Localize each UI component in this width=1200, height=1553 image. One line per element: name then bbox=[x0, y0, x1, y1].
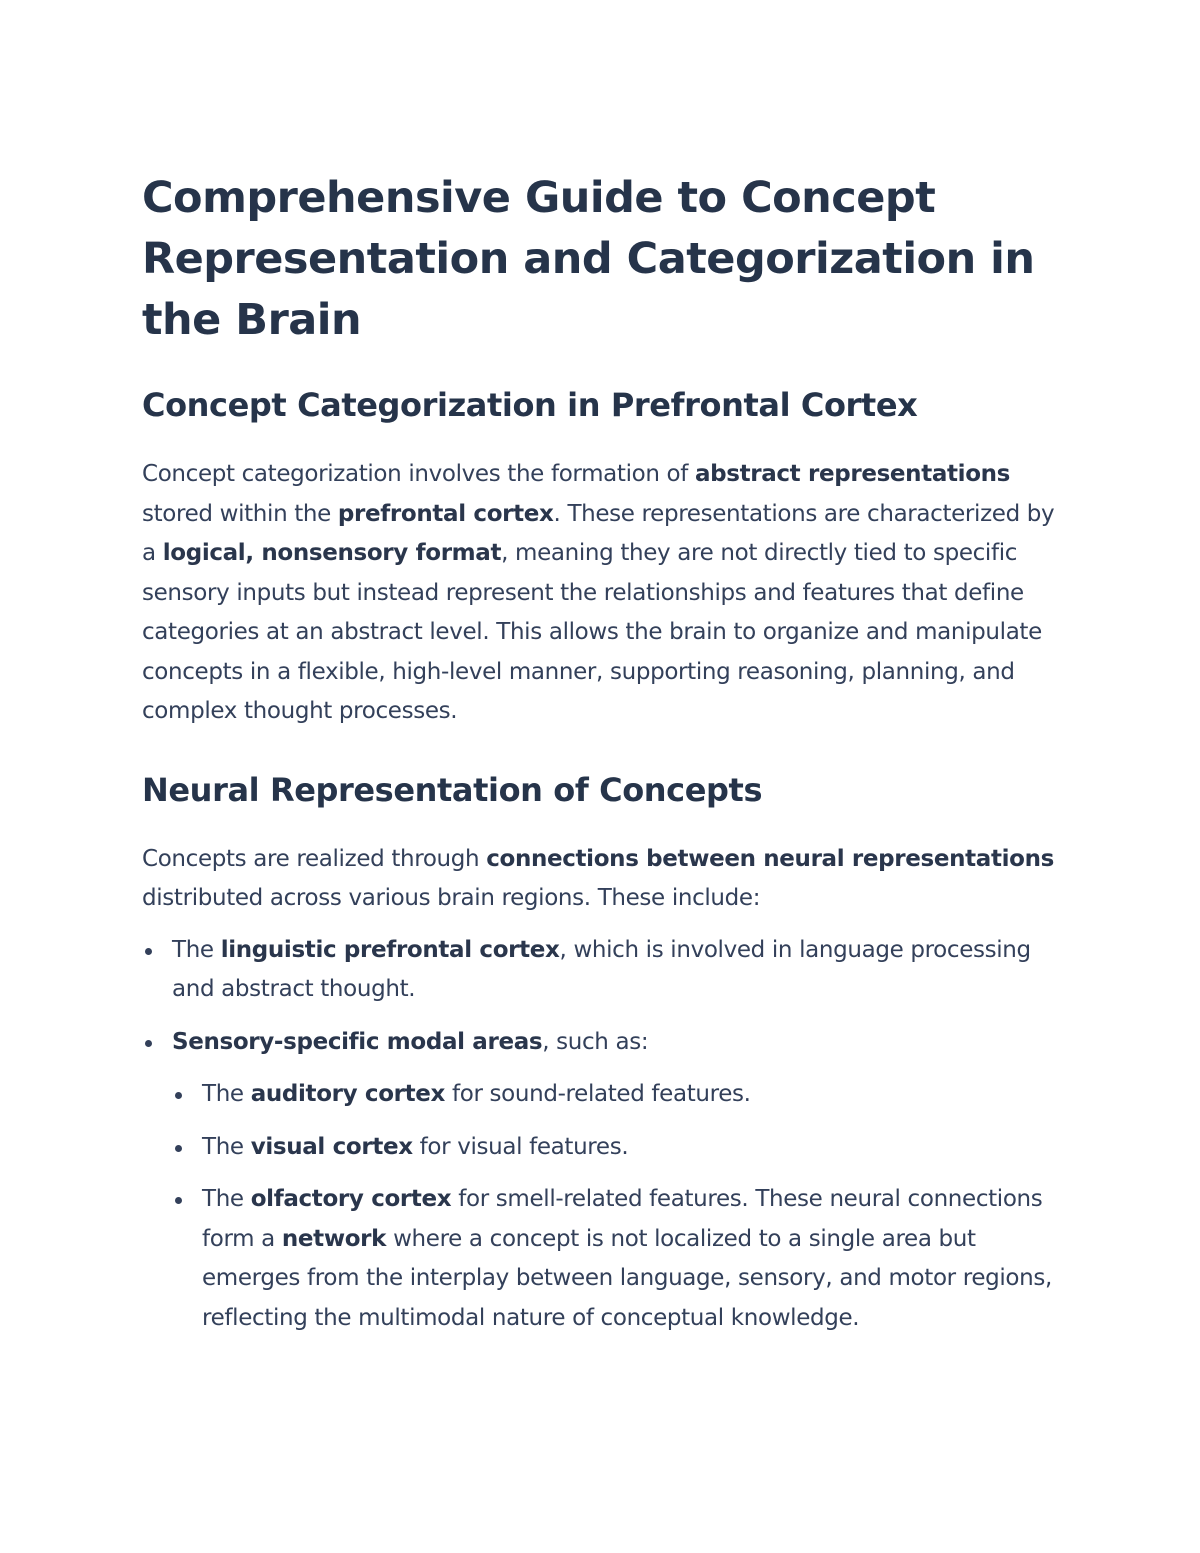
bold-term-prefrontal-cortex: prefrontal cortex bbox=[337, 500, 554, 527]
neural-representation-paragraph bbox=[142, 840, 1072, 919]
text-run: stored within the bbox=[142, 500, 338, 527]
text-run: The bbox=[202, 1133, 251, 1160]
bullet-icon bbox=[175, 1145, 182, 1152]
text-run: distributed across various brain regions. These include: bbox=[142, 885, 761, 911]
bold-term-sensory-specific-areas: Sensory-specific modal areas bbox=[172, 1028, 543, 1055]
text-run: , meaning they are not directly tied to specific sensory inputs but instead represent the relationships and features that define categories at an abstract level. This allows the brain to organize and manipulate concepts in a flexible, high-level manner, supporting reasoning, planning, and complex thought processes. bbox=[142, 540, 1042, 724]
bold-term-network: network bbox=[281, 1225, 387, 1252]
sensory-areas-sublist bbox=[172, 1075, 1072, 1338]
text-run: The bbox=[172, 936, 221, 963]
bold-term-olfactory-cortex: olfactory cortex bbox=[250, 1186, 452, 1212]
section-heading-categorization: Concept Categorization in Prefrontal Cortex bbox=[142, 386, 918, 424]
text-run: . These representations are characterized by a bbox=[142, 500, 1055, 566]
text-run: for visual features. bbox=[412, 1133, 629, 1160]
bullet-icon bbox=[175, 1092, 182, 1099]
bullet-icon bbox=[145, 1040, 152, 1047]
sublist-item bbox=[172, 1075, 1072, 1115]
document-page bbox=[142, 168, 1072, 1351]
text-run: where a concept is not localized to a single area but emerges from the interplay between language, sensory, and motor regions, reflecting the multimodal nature of conceptual knowledge. bbox=[202, 1225, 1052, 1331]
text-run: The bbox=[202, 1081, 251, 1107]
text-run: Concepts are realized through bbox=[142, 845, 487, 872]
text-run: , such as: bbox=[542, 1028, 649, 1055]
text-run: for smell-related features. These neural connections form a bbox=[202, 1186, 1043, 1252]
sublist-item bbox=[172, 1128, 1072, 1168]
text-run: The bbox=[202, 1186, 251, 1212]
bullet-icon bbox=[145, 948, 152, 955]
bold-term-auditory-cortex: auditory cortex bbox=[250, 1081, 446, 1107]
text-run: , which is involved in language processing and abstract thought. bbox=[172, 936, 1031, 1002]
bold-term-visual-cortex: visual cortex bbox=[250, 1133, 413, 1160]
text-run: for sound-related features. bbox=[445, 1081, 751, 1107]
categorization-paragraph bbox=[142, 455, 1072, 732]
bold-term-abstract-representations: abstract representations bbox=[694, 461, 1011, 487]
bold-term-connections: connections between neural representations bbox=[486, 845, 1054, 872]
bold-term-linguistic-prefrontal-cortex: linguistic prefrontal cortex bbox=[220, 936, 560, 963]
sublist-item bbox=[172, 1180, 1072, 1338]
bullet-icon bbox=[175, 1197, 182, 1204]
text-run: Concept categorization involves the formation of bbox=[142, 461, 695, 487]
list-item bbox=[142, 1023, 1072, 1339]
bold-term-logical-format: logical, nonsensory format bbox=[162, 540, 502, 566]
brain-regions-list bbox=[142, 931, 1072, 1339]
list-item bbox=[142, 931, 1072, 1010]
page-title: Comprehensive Guide to Concept Representation and Categorization in the Brain bbox=[142, 173, 1035, 345]
section-heading-neural-representation: Neural Representation of Concepts bbox=[142, 770, 763, 809]
